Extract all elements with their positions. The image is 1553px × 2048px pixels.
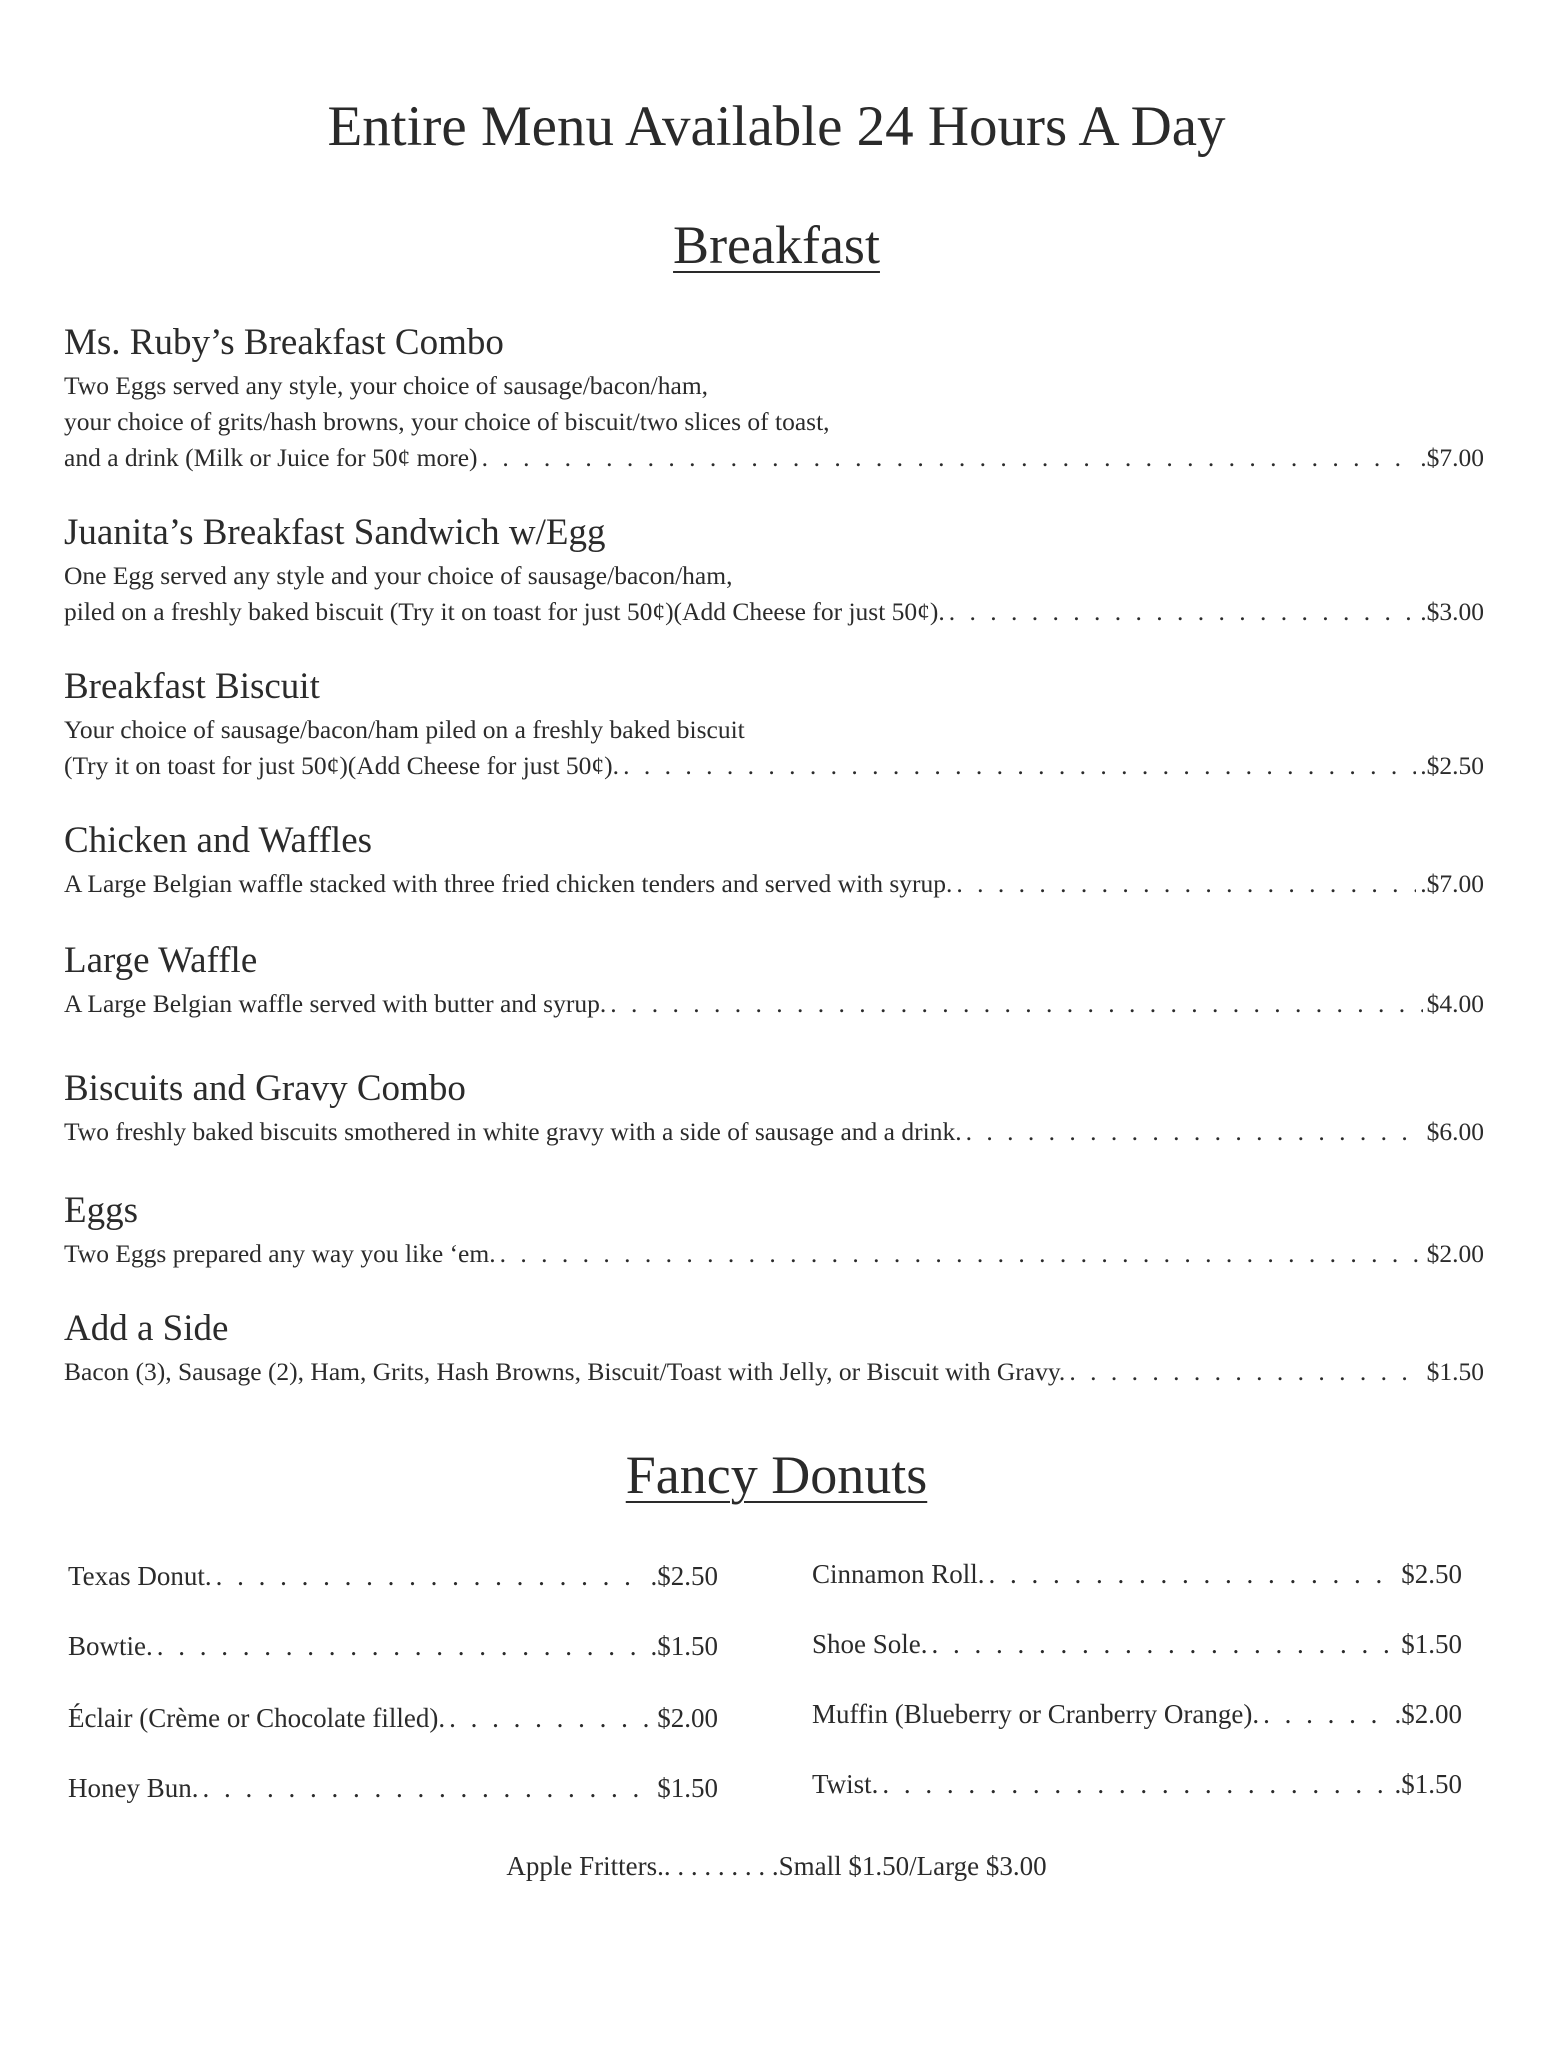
donut-name: Twist.: [812, 1769, 879, 1799]
item-name: Eggs: [64, 1190, 138, 1231]
dot-leader: [882, 1766, 1390, 1802]
donut-name: Bowtie.: [68, 1631, 153, 1661]
donut-item: [812, 1626, 1462, 1662]
item-description: (Try it on toast for just 50¢)(Add Cheese for just 50¢).: [64, 751, 620, 780]
dot-leader: [1069, 1354, 1422, 1390]
item-name: Breakfast Biscuit: [64, 666, 320, 707]
menu-item: [64, 666, 1484, 784]
dot-leader: [949, 594, 1416, 630]
donut-name: Éclair (Crème or Chocolate filled).: [68, 1703, 446, 1733]
item-price: .$7.00: [1420, 869, 1484, 898]
item-description: Two Eggs served any style, your choice of sausage/bacon/ham,: [64, 371, 709, 400]
dot-leader: . . . . . . . . .: [663, 1851, 779, 1881]
item-description: Bacon (3), Sausage (2), Ham, Grits, Hash Browns, Biscuit/Toast with Jelly, or Biscuit with Gravy.: [64, 1357, 1066, 1386]
dot-leader: [482, 440, 1417, 476]
donuts-heading: Fancy Donuts: [625, 1445, 928, 1505]
item-price: $2.00: [1426, 1239, 1484, 1268]
dot-leader: [932, 1626, 1398, 1662]
donut-item: [812, 1766, 1462, 1802]
item-name: Biscuits and Gravy Combo: [64, 1068, 466, 1109]
donut-price: $1.50: [1401, 1629, 1462, 1659]
item-description: and a drink (Milk or Juice for 50¢ more): [64, 443, 478, 472]
donut-price: Small $1.50/Large $3.00: [778, 1851, 1047, 1881]
donut-item: [68, 1628, 718, 1664]
dot-leader: [203, 1770, 654, 1806]
item-price: $4.00: [1426, 989, 1484, 1018]
menu-item: [64, 1308, 1484, 1390]
item-name: Large Waffle: [64, 940, 258, 981]
item-price: .$2.50: [1420, 751, 1484, 780]
item-description: your choice of grits/hash browns, your choice of biscuit/two slices of toast,: [64, 407, 830, 436]
dot-leader: [610, 986, 1422, 1022]
donut-item: [812, 1556, 1462, 1592]
page-title: Entire Menu Available 24 Hours A Day: [327, 95, 1226, 158]
donut-price: $2.00: [657, 1703, 718, 1733]
dot-leader: [157, 1628, 647, 1664]
donut-item: [812, 1696, 1462, 1732]
item-price-row: [64, 594, 1484, 630]
donut-price: $1.50: [657, 1773, 718, 1803]
menu-item: [64, 1190, 1484, 1272]
item-description: Two freshly baked biscuits smothered in white gravy with a side of sausage and a drink.: [64, 1117, 962, 1146]
dot-leader: [1263, 1696, 1390, 1732]
item-description: Two Eggs prepared any way you like ‘em.: [64, 1239, 496, 1268]
item-price: .$7.00: [1420, 443, 1484, 472]
dot-leader: [956, 866, 1416, 902]
menu-item: [64, 322, 1484, 476]
item-price-row: [64, 986, 1484, 1022]
item-price-row: [64, 440, 1484, 476]
item-description: Your choice of sausage/bacon/ham piled on a freshly baked biscuit: [64, 715, 745, 744]
item-name: Chicken and Waffles: [64, 820, 373, 861]
donut-name: Honey Bun.: [68, 1773, 199, 1803]
item-name: Add a Side: [64, 1308, 229, 1349]
dot-leader: [449, 1700, 653, 1736]
donut-price: .$2.00: [1394, 1699, 1462, 1729]
item-price: $1.50: [1426, 1357, 1484, 1386]
donut-name: Muffin (Blueberry or Cranberry Orange).: [812, 1699, 1260, 1729]
dot-leader: [989, 1556, 1398, 1592]
donut-name: Shoe Sole.: [812, 1629, 928, 1659]
donut-item: [68, 1558, 718, 1594]
item-name: Juanita’s Breakfast Sandwich w/Egg: [64, 512, 606, 553]
donut-price: .$1.50: [650, 1631, 718, 1661]
donut-item: [68, 1770, 718, 1806]
dot-leader: [623, 748, 1416, 784]
dot-leader: [966, 1114, 1423, 1150]
item-name: Ms. Ruby’s Breakfast Combo: [64, 322, 504, 363]
menu-item: [64, 820, 1484, 902]
breakfast-heading: Breakfast: [673, 215, 880, 275]
item-description: One Egg served any style and your choice of sausage/bacon/ham,: [64, 561, 733, 590]
donut-name: Texas Donut.: [68, 1561, 212, 1591]
dot-leader: [216, 1558, 647, 1594]
menu-item: [64, 512, 1484, 630]
apple-fritters-row: [0, 1848, 1553, 1884]
donut-price: $2.50: [1401, 1559, 1462, 1589]
item-price-row: [64, 1354, 1484, 1390]
item-price-row: [64, 1236, 1484, 1272]
item-price: $6.00: [1426, 1117, 1484, 1146]
item-description: piled on a freshly baked biscuit (Try it on toast for just 50¢)(Add Cheese for just 50¢).: [64, 597, 945, 626]
donut-item: [68, 1700, 718, 1736]
donut-name: Apple Fritters.: [506, 1851, 664, 1881]
menu-item: [64, 1068, 1484, 1150]
item-price-row: [64, 866, 1484, 902]
item-description: A Large Belgian waffle served with butter and syrup.: [64, 989, 607, 1018]
item-description: A Large Belgian waffle stacked with three fried chicken tenders and served with syrup.: [64, 869, 953, 898]
donut-price: .$1.50: [1394, 1769, 1462, 1799]
donut-name: Cinnamon Roll.: [812, 1559, 985, 1589]
dot-leader: [500, 1236, 1423, 1272]
item-price-row: [64, 748, 1484, 784]
item-price: .$3.00: [1420, 597, 1484, 626]
menu-item: [64, 940, 1484, 1022]
item-price-row: [64, 1114, 1484, 1150]
donut-price: .$2.50: [650, 1561, 718, 1591]
